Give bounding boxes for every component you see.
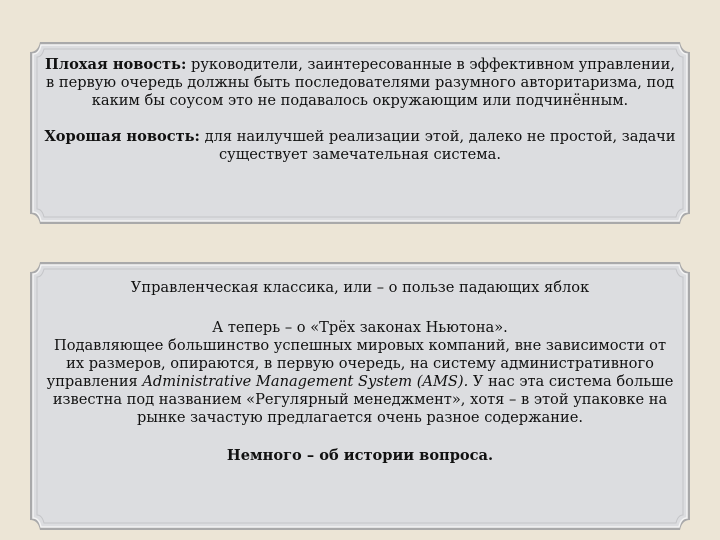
- classics-heading: Управленческая классика, или – о пользе падающих яблок: [130, 279, 590, 296]
- newton-intro: А теперь – о «Трёх законах Ньютона».: [212, 319, 508, 336]
- ams-term: Administrative Management System (AMS).: [142, 373, 469, 390]
- ams-paragraph: [44, 337, 676, 427]
- history-closing: [44, 447, 676, 465]
- ams-text-before: Подавляющее большинство успешных мировых компаний, вне зависимости от их размеров, опираются, в первую очередь, на систему административного управления: [46, 337, 667, 390]
- good-news-label: Хорошая новость:: [44, 128, 200, 145]
- bad-news-label: Плохая новость:: [45, 56, 187, 73]
- news-panel-content: [44, 56, 676, 164]
- history-closing-text: Немного – об истории вопроса.: [226, 447, 494, 464]
- classics-panel: [28, 260, 692, 532]
- good-news-text: для наилучшей реализации этой, далеко не простой, задачи существует замечательная система.: [199, 128, 676, 163]
- news-panel: [28, 40, 692, 226]
- classics-panel-content: [44, 279, 676, 465]
- bad-news-paragraph: [44, 56, 676, 110]
- good-news-paragraph: [44, 128, 676, 164]
- ams-text-after: У нас эта система больше известна под названием «Регулярный менеджмент», хотя – в этой упаковке на рынке зачастую предлагается очень разное содержание.: [52, 373, 674, 426]
- bad-news-text: руководители, заинтересованные в эффективном управлении, в первую очередь должны быть последователями разумного авторитаризма, под каким бы соусом это не подавалось окружающим или подчинённым.: [45, 56, 675, 109]
